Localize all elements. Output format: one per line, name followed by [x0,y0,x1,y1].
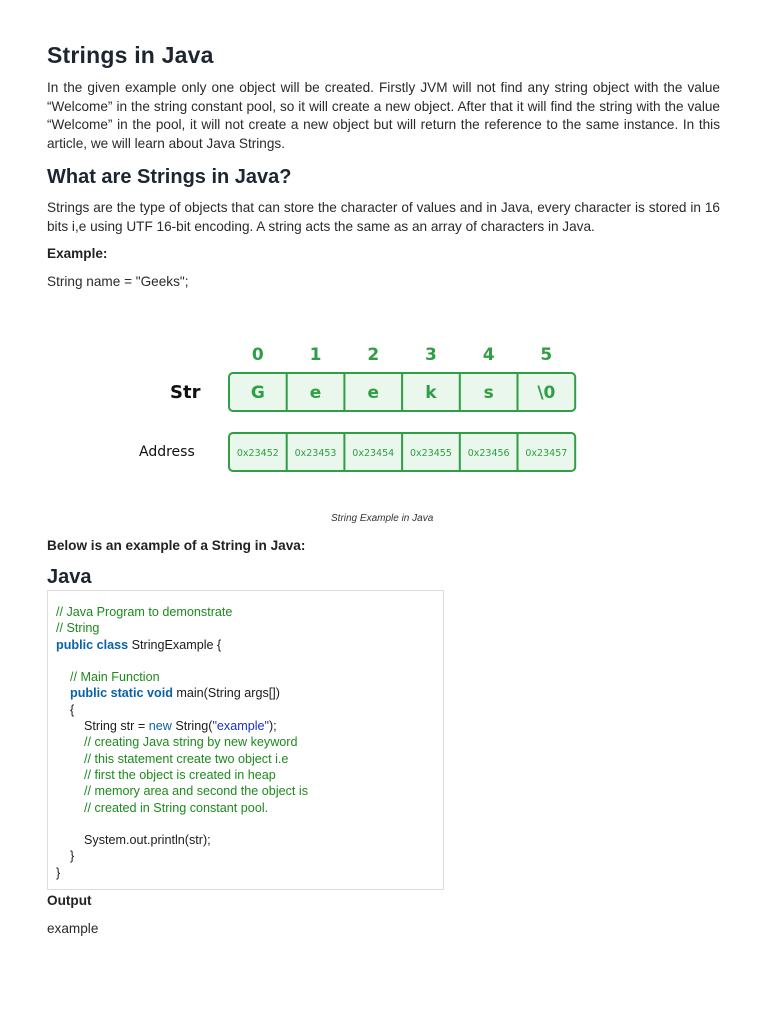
index-label: 2 [367,345,380,365]
code-line: // memory area and second the object is [84,784,309,799]
code-line: // String [56,621,100,636]
figure-caption: String Example in Java [331,513,434,524]
code-line: // creating Java string by new keyword [84,735,298,750]
char-cell: e [367,383,380,403]
address-cell: 0x23454 [352,448,395,459]
code-line: // this statement create two object i.e [84,751,289,766]
code-line: // first the object is created in heap [84,767,276,782]
char-cell: k [425,383,437,403]
address-cell: 0x23452 [236,448,279,459]
address-cell: 0x23453 [294,448,337,459]
output-label: Output [47,893,96,908]
char-cell: \0 [537,383,556,403]
article [47,42,720,289]
address-cell: 0x23455 [410,448,452,459]
example-label: Example: [47,246,108,262]
section-paragraph: Strings are the type of objects that can store the character of values and in Java, every character is stored in 16 bits i,e using UTF 16-bit encoding. A string acts the same as an array of characters in Java. [47,199,720,234]
code-line: { [56,702,75,717]
code-line: } [56,865,61,880]
address-cell: 0x23457 [525,448,568,459]
code-line: public class StringExample { [56,637,222,652]
code-line: // Java Program to demonstrate [56,605,233,619]
index-label: 5 [540,345,553,365]
output-value: example [47,921,99,936]
code-line: System.out.println(str); [56,833,211,848]
example-code: String name = "Geeks"; [47,274,189,290]
page-title: Strings in Java [47,42,214,68]
code-line: // created in String constant pool. [84,800,269,815]
below-example-text: Below is an example of a String in Java: [47,538,306,553]
index-label: 3 [425,345,437,365]
index-label: 0 [251,345,264,365]
code-line: // Main Function [70,670,160,685]
char-cell: e [309,383,322,403]
code-block [47,590,444,890]
code-line: } [56,849,75,864]
char-cell: s [483,383,494,403]
string-array-diagram [120,335,590,485]
intro-paragraph: In the given example only one object will be created. Firstly JVM will not find any string object with the value “Welcome” in the string constant pool, so it will create a new object. After that it will find the string with the value “Welcome” in the pool, it will not create a new object but will return the reference to the same instance. In this article, we will learn about Java Strings. [47,80,720,152]
str-label: Str [170,382,201,403]
language-title: Java [47,566,92,588]
section-title: What are Strings in Java? [47,165,292,188]
char-cell: G [250,383,265,403]
code-line: String str = new String("example"); [56,719,277,734]
address-label: Address [139,444,195,460]
index-label: 4 [482,345,495,365]
code-line: public static void main(String args[]) [70,686,280,701]
index-label: 1 [309,345,322,365]
code-content [48,591,443,881]
address-cell: 0x23456 [467,448,510,459]
